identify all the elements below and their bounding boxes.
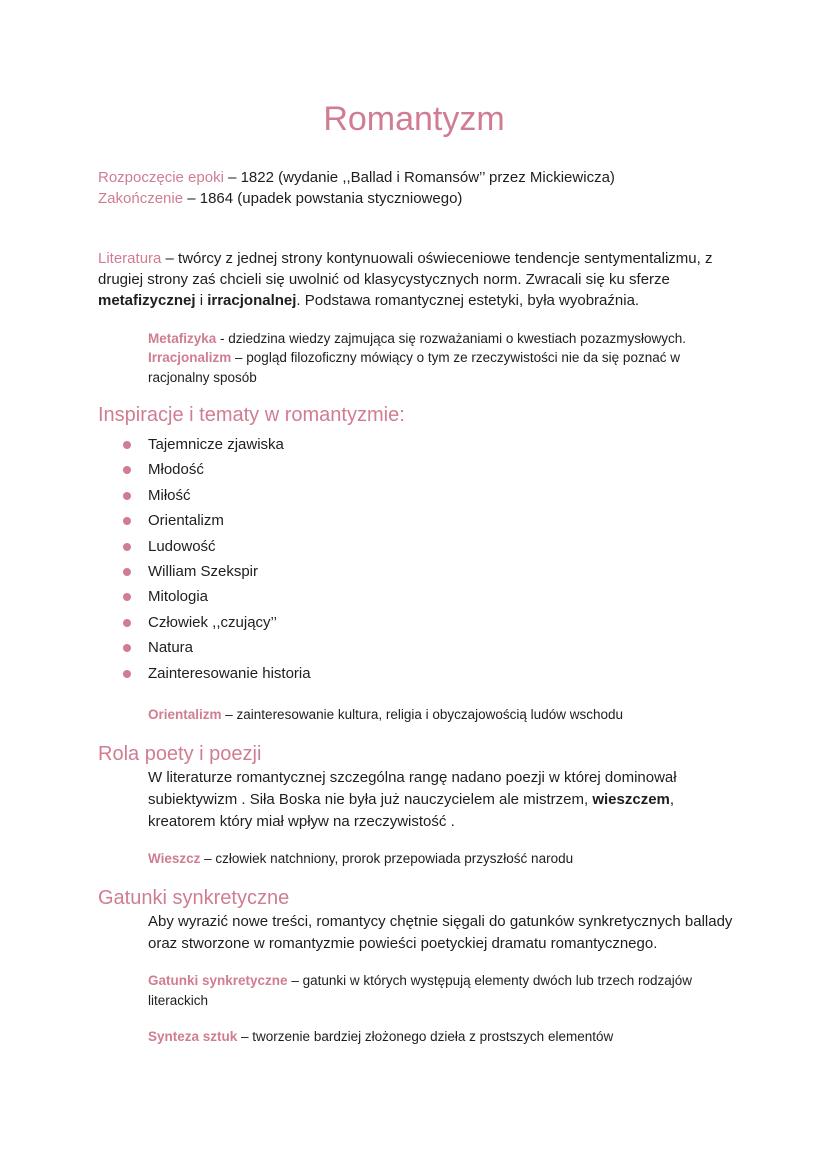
- literature-label: Literatura: [98, 250, 162, 267]
- definition-text: – tworzenie bardziej złożonego dzieła z prostszych elementów: [237, 1029, 614, 1044]
- literature-text-3: . Podstawa romantycznej estetyki, była wyobraźnia.: [296, 292, 640, 309]
- list-item: Miłość: [120, 485, 311, 510]
- definition-gatunki-synkretyczne: [148, 971, 738, 1010]
- list-item: Orientalizm: [120, 510, 311, 535]
- page-title: Romantyzm: [323, 100, 505, 138]
- epoch-start-text: – 1822 (wydanie ,,Ballad i Romansów’’ przez Mickiewicza): [223, 169, 615, 186]
- definition-text: – pogląd filozoficzny mówiący o tym ze rzeczywistości nie da się poznać w racjonalny sposób: [148, 350, 680, 385]
- definition-term: Metafizyka: [148, 331, 217, 346]
- definition-wieszcz: [148, 849, 738, 869]
- poet-role-bold: wieszczem: [592, 791, 670, 808]
- definition-text: – gatunki w których występują elementy dwóch lub trzech rodzajów literackich: [148, 973, 693, 1008]
- bullet-icon: [123, 466, 131, 474]
- literature-paragraph: [98, 248, 738, 311]
- list-item: Ludowość: [120, 536, 311, 561]
- literature-bold-1: metafizycznej: [98, 292, 196, 309]
- definition-term: Gatunki synkretyczne: [148, 973, 288, 988]
- themes-heading: Inspiracje i tematy w romantyzmie:: [98, 404, 405, 426]
- epoch-end-text: – 1864 (upadek powstania styczniowego): [183, 190, 463, 207]
- bullet-icon: [123, 441, 131, 449]
- list-item: William Szekspir: [120, 561, 311, 586]
- definition-text: – zainteresowanie kultura, religia i obyczajowością ludów wschodu: [221, 707, 623, 722]
- themes-list: [120, 434, 311, 688]
- list-item: Człowiek ,,czujący’’: [120, 612, 311, 637]
- bullet-icon: [123, 492, 131, 500]
- literature-bold-2: irracjonalnej: [207, 292, 297, 309]
- literature-text-1: – twórcy z jednej strony kontynuowali oświeceniowe tendencje sentymentalizmu, z drugiej strony zaś chcieli się uwolnić od klasycystycznych norm. Zwracali się ku sferze: [98, 250, 713, 288]
- poet-role-text-2: , kreatorem który miał wpływ na rzeczywistość .: [148, 791, 675, 830]
- poet-role-text-1: W literaturze romantycznej szczególna rangę nadano poezji w której dominował subiektywizm . Siła Boska nie była już nauczycielem ale mistrzem,: [148, 769, 677, 808]
- definition-orientalizm: [148, 705, 738, 725]
- genres-heading: Gatunki synkretyczne: [98, 887, 290, 909]
- definition-synteza-sztuk: [148, 1027, 738, 1047]
- poet-role-heading: Rola poety i poezji: [98, 743, 262, 765]
- epoch-start-label: Rozpoczęcie epoki: [98, 169, 224, 186]
- literature-text-2: i: [195, 292, 208, 309]
- list-item: Natura: [120, 637, 311, 662]
- genres-paragraph: Aby wyrazić nowe treści, romantycy chętnie sięgali do gatunków synkretycznych ballady oraz stworzone w romantyzmie powieści poetyckiej dramatu romantycznego.: [148, 913, 733, 952]
- list-item: Tajemnicze zjawiska: [120, 434, 311, 459]
- definition-metafizyka: [148, 329, 738, 349]
- epoch-end-label: Zakończenie: [98, 190, 184, 207]
- bullet-icon: [123, 593, 131, 601]
- bullet-icon: [123, 619, 131, 627]
- definition-term: Orientalizm: [148, 707, 222, 722]
- poet-role-paragraph: [148, 767, 738, 833]
- definition-term: Wieszcz: [148, 851, 201, 866]
- bullet-icon: [123, 517, 131, 525]
- definition-text: - dziedzina wiedzy zajmująca się rozważaniami o kwestiach pozazmysłowych.: [216, 331, 686, 346]
- definition-text: – człowiek natchniony, prorok przepowiada przyszłość narodu: [200, 851, 574, 866]
- list-item: Zainteresowanie historia: [120, 663, 311, 688]
- definition-term: Irracjonalizm: [148, 350, 232, 365]
- bullet-icon: [123, 543, 131, 551]
- definition-irracjonalizm: [148, 348, 738, 387]
- list-item: Młodość: [120, 459, 311, 484]
- bullet-icon: [123, 670, 131, 678]
- epoch-end-line: [98, 188, 462, 209]
- list-item: Mitologia: [120, 586, 311, 611]
- bullet-icon: [123, 644, 131, 652]
- bullet-icon: [123, 568, 131, 576]
- definition-term: Synteza sztuk: [148, 1029, 238, 1044]
- epoch-start-line: [98, 167, 615, 188]
